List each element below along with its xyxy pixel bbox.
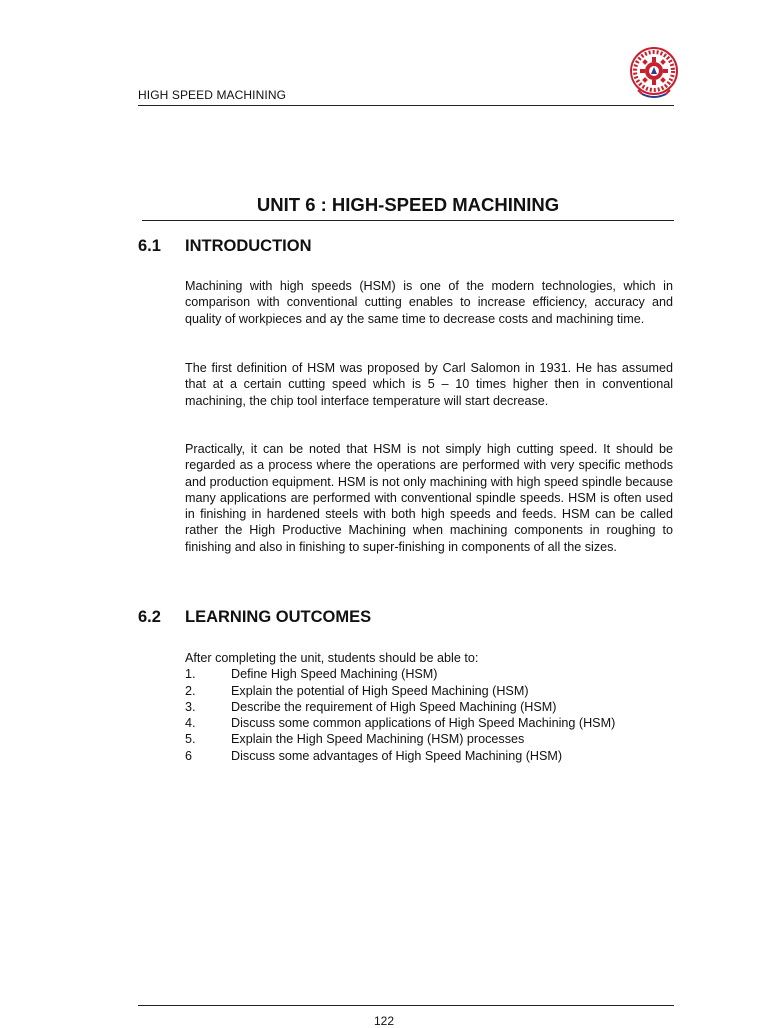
list-item-text: Explain the High Speed Machining (HSM) processes bbox=[231, 732, 525, 747]
paragraph-text: The first definition of HSM was proposed by Carl Salomon in 1931. He has assumed that at a certain cutting speed which is 5 – 10 times higher then in conventional machining, the chip tool interface temperature will start decrease. bbox=[185, 361, 673, 408]
list-item bbox=[185, 748, 673, 764]
section-number: 6.2 bbox=[138, 608, 161, 626]
list-item-number: 6 bbox=[185, 748, 193, 763]
learning-outcomes-list bbox=[185, 650, 673, 764]
page-number: 122 bbox=[373, 1014, 395, 1028]
section-title: INTRODUCTION bbox=[185, 237, 312, 255]
list-item-text: Define High Speed Machining (HSM) bbox=[231, 667, 438, 682]
list-item-text: Describe the requirement of High Speed Machining (HSM) bbox=[231, 699, 557, 714]
list-item bbox=[185, 666, 673, 682]
unit-title-divider bbox=[142, 220, 674, 221]
list-item-number: 2. bbox=[185, 683, 196, 698]
list-item-number: 4. bbox=[185, 716, 196, 731]
section-title: LEARNING OUTCOMES bbox=[185, 608, 372, 626]
intro-paragraph-3 bbox=[185, 441, 673, 555]
list-item-number: 3. bbox=[185, 699, 196, 714]
list-item-number: 5. bbox=[185, 732, 196, 747]
intro-paragraph-2 bbox=[185, 360, 673, 409]
unit-title: UNIT 6 : HIGH-SPEED MACHINING bbox=[256, 194, 560, 215]
outcomes-intro: After completing the unit, students should be able to: bbox=[185, 651, 479, 665]
header-divider bbox=[138, 105, 674, 106]
list-item bbox=[185, 683, 673, 699]
paragraph-text: Practically, it can be noted that HSM is not simply high cutting speed. It should be regarded as a process where the operations are performed with very specific methods and production equipment. HSM is not only machining with high speed spindle because many applications are performed with conventional spindle speeds. HSM is often used in finishing in hardened steels with both high speeds and feeds. HSM can be called rather the High Productive Machining when machining components in roughing to finishing and also in finishing to super-finishing in components of all the sizes. bbox=[185, 442, 673, 554]
running-header: HIGH SPEED MACHINING bbox=[138, 88, 287, 102]
section-heading-introduction bbox=[138, 237, 312, 256]
intro-paragraph-1 bbox=[185, 278, 673, 327]
institution-crest-icon bbox=[628, 44, 680, 102]
footer-divider bbox=[138, 1005, 674, 1006]
section-heading-learning-outcomes bbox=[138, 608, 371, 627]
list-item-text: Explain the potential of High Speed Machining (HSM) bbox=[231, 683, 529, 698]
section-number: 6.1 bbox=[138, 237, 161, 255]
list-item-text: Discuss some advantages of High Speed Machining (HSM) bbox=[231, 748, 563, 763]
list-item-text: Discuss some common applications of High Speed Machining (HSM) bbox=[231, 716, 616, 731]
list-item bbox=[185, 699, 673, 715]
paragraph-text: Machining with high speeds (HSM) is one of the modern technologies, which in comparison with conventional cutting enables to increase efficiency, accuracy and quality of workpieces and ay the same time to decrease costs and machining time. bbox=[185, 279, 673, 326]
list-item bbox=[185, 731, 673, 747]
list-item bbox=[185, 715, 673, 731]
list-item-number: 1. bbox=[185, 667, 196, 682]
